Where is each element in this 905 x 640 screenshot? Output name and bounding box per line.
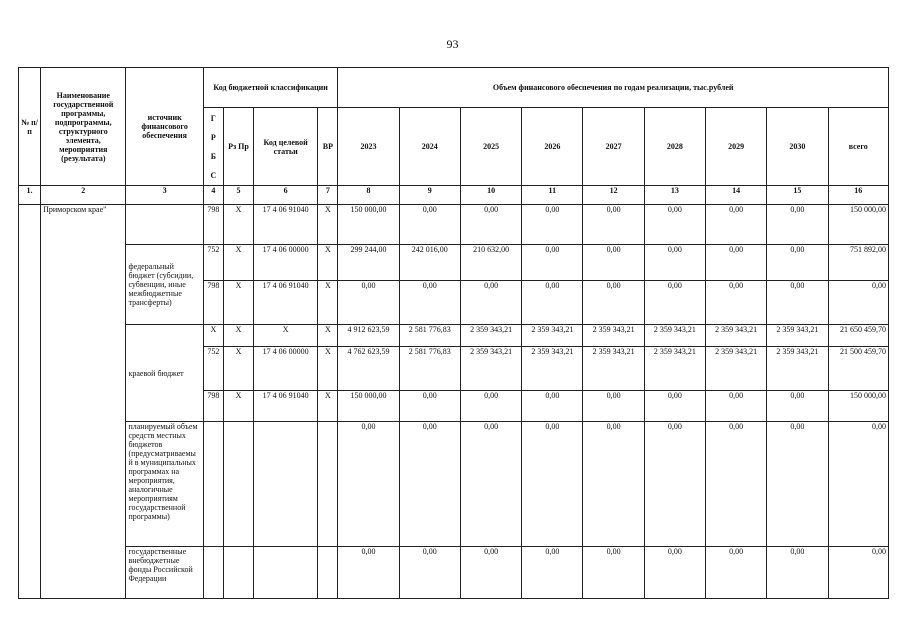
table-row: планируемый объем средств местных бюджетов (предусматриваемы й в муниципальных программах на мероприятия, аналогичные мероприятиям государственной программы) 0,00 0,00 0,00 0,00 0,00 0,00 0,00 0,00 0,00 [19,422,889,547]
header-budget-classification: Код бюджетной классификации [203,68,338,108]
header-num: № п/п [19,68,41,186]
source-offbudget: государственные внебюджетные фонды Российской Федерации [126,547,203,599]
header-funding-title: Объем финансового обеспечения по годам реализации, тыс.рублей [338,68,889,108]
header-grbs: Г Р Б С [203,108,223,186]
header-year-2023: 2023 [338,108,399,186]
program-name-cell: Приморском крае" [41,205,126,599]
page-number: 93 [446,37,459,51]
table-row: 798 X 17 4 06 91040 X 150 000,00 0,00 0,00 0,00 0,00 0,00 0,00 0,00 150 000,00 [19,391,889,422]
header-year-2026: 2026 [522,108,583,186]
table-row: краевой бюджет X X X X 4 912 623,59 2 581 776,83 2 359 343,21 2 359 343,21 2 359 343,21 2 359 343,21 2 359 343,21 2 359 343,21 21 650 459,70 [19,325,889,347]
header-year-2027: 2027 [583,108,644,186]
header-year-2030: 2030 [767,108,828,186]
header-source: источник финансового обеспечения [126,68,203,186]
source-federal: федеральный бюджет (субсидии, субвенции, иные межбюджетные трансферты) [126,245,203,325]
funding-table [18,67,889,599]
table-row: 752 X 17 4 06 00000 X 4 762 623,59 2 581 776,83 2 359 343,21 2 359 343,21 2 359 343,21 2 359 343,21 2 359 343,21 2 359 343,21 21 500 459,70 [19,347,889,391]
header-target-code: Код целевой статьи [254,108,318,186]
row-num-cell [19,205,41,599]
table-row: федеральный бюджет (субсидии, субвенции, иные межбюджетные трансферты) 752 X 17 4 06 00000 X 299 244,00 242 016,00 210 632,00 0,00 0,00 0,00 0,00 0,00 751 892,00 [19,245,889,281]
table-row: Приморском крае" 798 X 17 4 06 91040 X 150 000,00 0,00 0,00 0,00 0,00 0,00 0,00 0,00 150 000,00 [19,205,889,245]
header-year-2024: 2024 [399,108,460,186]
header-vr: ВР [318,108,338,186]
header-year-2025: 2025 [460,108,521,186]
source-regional: краевой бюджет [126,325,203,422]
table-row: 798 X 17 4 06 91040 X 0,00 0,00 0,00 0,00 0,00 0,00 0,00 0,00 0,00 [19,281,889,325]
header-year-2028: 2028 [644,108,705,186]
header-year-2029: 2029 [706,108,767,186]
header-total: всего [828,108,888,186]
source-cell-empty [126,205,203,245]
column-number-row: 1. 2 3 4 5 6 7 8 9 10 11 12 13 14 15 16 [19,186,889,205]
header-rzpr: Рз Пр [223,108,253,186]
table-row: государственные внебюджетные фонды Российской Федерации 0,00 0,00 0,00 0,00 0,00 0,00 0,00 0,00 0,00 [19,547,889,599]
header-name: Наименование государственной программы, подпрограммы, структурного элемента, мероприятия (результата) [41,68,126,186]
source-local: планируемый объем средств местных бюджетов (предусматриваемы й в муниципальных программах на мероприятия, аналогичные мероприятиям государственной программы) [126,422,203,547]
